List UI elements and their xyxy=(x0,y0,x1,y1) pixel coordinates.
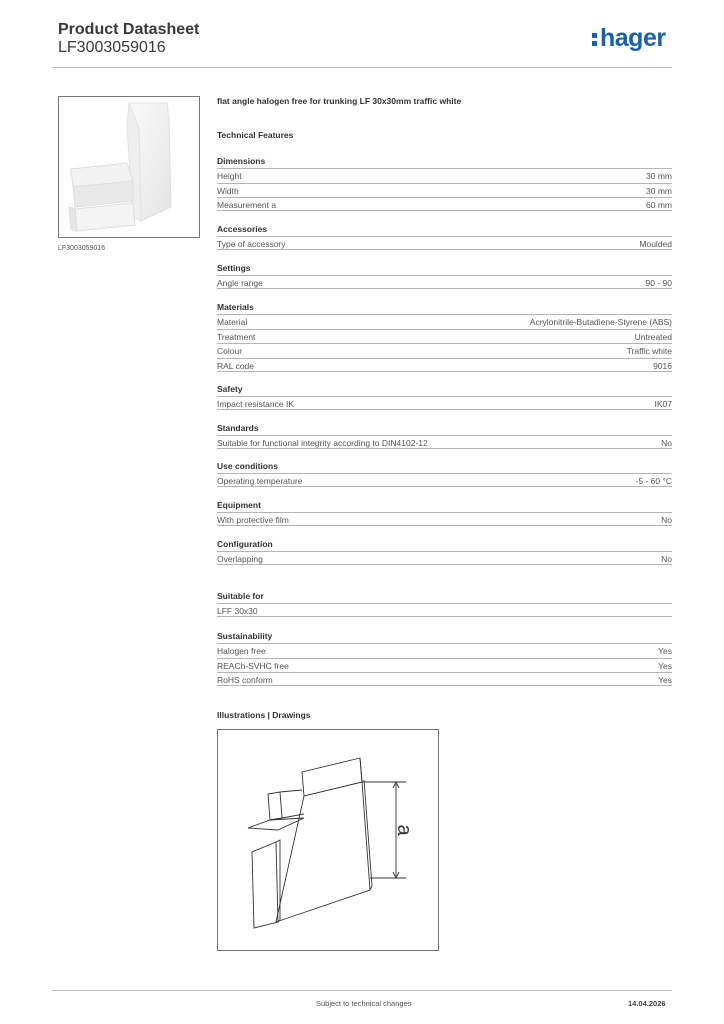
spec-value: Acrylonitrile-Butadiene-Styrene (ABS) xyxy=(529,317,672,327)
header-title: Product Datasheet xyxy=(58,21,200,38)
spec-row xyxy=(217,358,672,372)
spec-row xyxy=(217,551,672,565)
spec-key: Height xyxy=(217,171,242,181)
spec-value: Yes xyxy=(658,675,672,686)
spec-value: 90 - 90 xyxy=(645,278,672,288)
spec-value: 60 mm xyxy=(646,200,672,211)
section-title: Accessories xyxy=(217,224,268,234)
section-title: Standards xyxy=(217,423,259,433)
spec-row xyxy=(217,168,672,182)
spec-value: Yes xyxy=(658,660,672,671)
dimension-drawing-icon xyxy=(218,730,438,950)
spec-row xyxy=(217,314,672,328)
spec-value: 30 mm xyxy=(646,185,672,196)
logo-text: hager xyxy=(600,24,666,52)
product-photo-icon xyxy=(59,97,199,237)
spec-row xyxy=(217,672,672,686)
spec-row xyxy=(217,512,672,526)
illustrations-heading: Illustrations | Drawings xyxy=(217,710,311,720)
product-image xyxy=(58,96,200,238)
spec-value: Moulded xyxy=(639,239,672,249)
spec-key: Treatment xyxy=(217,331,256,342)
section-title: Settings xyxy=(217,263,251,273)
spec-value: No xyxy=(661,438,672,448)
spec-key: With protective film xyxy=(217,515,289,525)
footer-note: Subject to technical changes xyxy=(316,999,412,1008)
spec-row xyxy=(217,396,672,410)
spec-key: RAL code xyxy=(217,361,255,372)
spec-row xyxy=(217,329,672,343)
section-title: Suitable for xyxy=(217,591,264,601)
section-title: Sustainability xyxy=(217,631,273,641)
spec-key: Width xyxy=(217,185,239,196)
section-title: Safety xyxy=(217,384,243,394)
spec-row xyxy=(217,183,672,197)
header-divider xyxy=(52,67,672,68)
spec-key: Overlapping xyxy=(217,554,263,564)
section-title: Equipment xyxy=(217,500,261,510)
spec-key: Halogen free xyxy=(217,646,266,656)
spec-row xyxy=(217,197,672,211)
section-title: Use conditions xyxy=(217,461,278,471)
spec-key: Angle range xyxy=(217,278,263,288)
spec-value: No xyxy=(661,515,672,525)
spec-value: Traffic white xyxy=(626,346,672,357)
section-title: Configuration xyxy=(217,539,273,549)
spec-key: Operating temperature xyxy=(217,476,303,486)
spec-key: LFF 30x30 xyxy=(217,606,258,616)
footer-date: 14.04.2026 xyxy=(628,999,666,1008)
spec-row xyxy=(217,643,672,657)
hager-logo xyxy=(592,26,666,51)
spec-key: Material xyxy=(217,317,248,327)
dimension-label-a: a xyxy=(393,824,415,836)
spec-row xyxy=(217,658,672,672)
spec-key: Type of accessory xyxy=(217,239,286,249)
spec-value: 30 mm xyxy=(646,171,672,181)
spec-key: Impact resistance IK xyxy=(217,399,295,409)
product-description: flat angle halogen free for trunking LF 30x30mm traffic white xyxy=(217,96,462,106)
spec-value: 9016 xyxy=(653,361,672,372)
spec-row xyxy=(217,275,672,289)
spec-row xyxy=(217,603,672,617)
section-title: Dimensions xyxy=(217,156,266,166)
footer-divider xyxy=(52,990,672,991)
spec-value: Yes xyxy=(658,646,672,656)
spec-value: Untreated xyxy=(634,331,672,342)
spec-row xyxy=(217,343,672,357)
spec-key: Colour xyxy=(217,346,243,357)
spec-value: IK07 xyxy=(654,399,672,409)
spec-row xyxy=(217,435,672,449)
spec-key: RoHS conform xyxy=(217,675,273,686)
spec-key: Measurement a xyxy=(217,200,277,211)
technical-drawing xyxy=(217,729,439,951)
spec-key: Suitable for functional integrity according to DIN4102-12 xyxy=(217,438,428,448)
spec-value: -5 - 60 °C xyxy=(635,476,672,486)
technical-features-heading: Technical Features xyxy=(217,130,294,140)
spec-value: No xyxy=(661,554,672,564)
logo-dots-icon xyxy=(592,26,598,48)
spec-key: REACh-SVHC free xyxy=(217,660,289,671)
section-title: Materials xyxy=(217,302,254,312)
product-image-caption: LF3003059016 xyxy=(58,245,106,252)
header-product-code: LF3003059016 xyxy=(58,39,166,56)
spec-row xyxy=(217,473,672,487)
spec-row xyxy=(217,236,672,250)
